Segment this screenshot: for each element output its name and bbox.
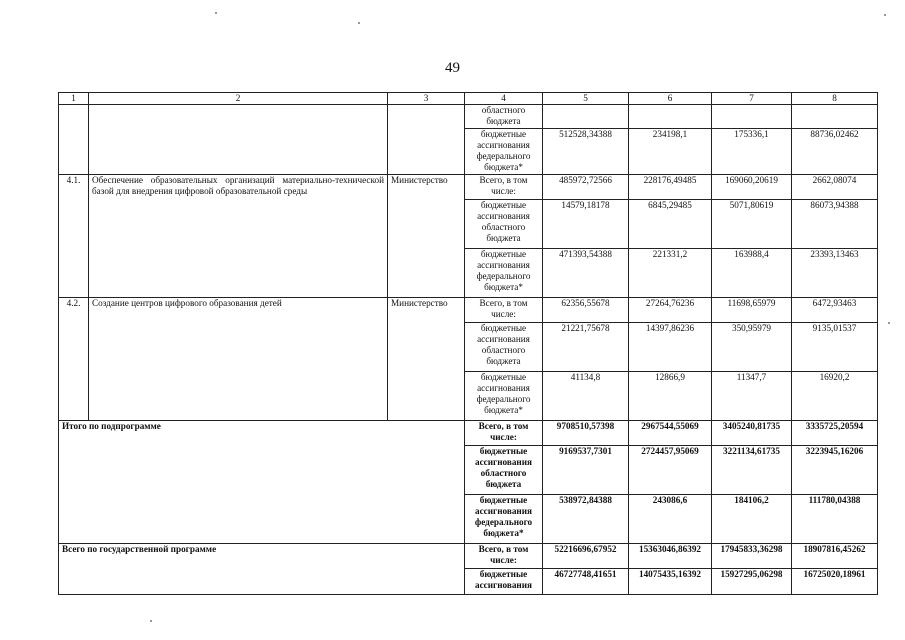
value-cell: 2662,08074	[792, 174, 878, 199]
source-cell: бюджетные ассигнования федерального бюджета*	[465, 371, 543, 420]
value-cell: 234198,1	[629, 128, 712, 174]
value-cell: 9135,01537	[792, 322, 878, 371]
value-cell: 62356,55678	[543, 297, 629, 322]
scan-speck	[884, 14, 886, 16]
value-cell: 18907816,45262	[792, 543, 878, 568]
scan-speck	[358, 22, 360, 24]
executor: Министерство	[388, 174, 465, 297]
header-col-1: 1	[59, 93, 89, 105]
cont-source-cell: областного бюджета	[465, 105, 543, 128]
activity-name: Обеспечение образовательных организаций материально-технической базой для внедрения цифровой образовательной среды	[89, 174, 388, 297]
value-cell: 11698,65979	[712, 297, 792, 322]
value-cell: 228176,49485	[629, 174, 712, 199]
value-cell: 471393,54388	[543, 248, 629, 297]
value-cell: 15927295,06298	[712, 568, 792, 594]
scan-speck	[888, 322, 890, 324]
value-cell: 6845,29485	[629, 199, 712, 248]
value-cell: 184106,2	[712, 494, 792, 543]
row-number: 4.1.	[59, 174, 89, 297]
value-cell: 16725020,18961	[792, 568, 878, 594]
value-cell: 350,95979	[712, 322, 792, 371]
value-cell: 9708510,57398	[543, 420, 629, 445]
cont-num-cell	[59, 105, 89, 174]
source-cell: бюджетные ассигнования областного бюджета	[465, 445, 543, 494]
value-cell: 15363046,86392	[629, 543, 712, 568]
value-cell: 538972,84388	[543, 494, 629, 543]
cont-exec-cell	[388, 105, 465, 174]
source-cell: бюджетные ассигнования областного бюджета	[465, 199, 543, 248]
value-cell: 6472,93463	[792, 297, 878, 322]
value-cell: 2724457,95069	[629, 445, 712, 494]
executor: Министерство	[388, 297, 465, 420]
empty-cell	[712, 105, 792, 128]
value-cell: 3223945,16206	[792, 445, 878, 494]
header-col-3: 3	[388, 93, 465, 105]
value-cell: 14579,18178	[543, 199, 629, 248]
source-cell: Всего, в том числе:	[465, 297, 543, 322]
value-cell: 41134,8	[543, 371, 629, 420]
header-col-5: 5	[543, 93, 629, 105]
source-cell: бюджетные ассигнования	[465, 568, 543, 594]
value-cell: 86073,94388	[792, 199, 878, 248]
source-cell: Всего, в том числе:	[465, 543, 543, 568]
source-cell: бюджетные ассигнования федерального бюджета*	[465, 494, 543, 543]
scan-speck	[215, 12, 217, 14]
header-col-2: 2	[89, 93, 388, 105]
table-row	[59, 105, 878, 128]
table-row	[59, 174, 878, 199]
value-cell: 243086,6	[629, 494, 712, 543]
value-cell: 14397,86236	[629, 322, 712, 371]
header-col-6: 6	[629, 93, 712, 105]
activity-name: Создание центров цифрового образования детей	[89, 297, 388, 420]
value-cell: 3405240,81735	[712, 420, 792, 445]
value-cell: 485972,72566	[543, 174, 629, 199]
table-row	[59, 543, 878, 568]
source-cell: бюджетные ассигнования федерального бюджета*	[465, 128, 543, 174]
empty-cell	[629, 105, 712, 128]
value-cell: 111780,04388	[792, 494, 878, 543]
value-cell: 27264,76236	[629, 297, 712, 322]
budget-table	[58, 92, 878, 595]
header-col-7: 7	[712, 93, 792, 105]
value-cell: 14075435,16392	[629, 568, 712, 594]
source-cell: бюджетные ассигнования федерального бюджета*	[465, 248, 543, 297]
value-cell: 23393,13463	[792, 248, 878, 297]
value-cell: 175336,1	[712, 128, 792, 174]
row-number: 4.2.	[59, 297, 89, 420]
value-cell: 52216696,67952	[543, 543, 629, 568]
source-cell: Всего, в том числе:	[465, 174, 543, 199]
header-row	[59, 93, 878, 105]
source-cell: бюджетные ассигнования областного бюджета	[465, 322, 543, 371]
value-cell: 88736,02462	[792, 128, 878, 174]
header-col-4: 4	[465, 93, 543, 105]
table-row	[59, 297, 878, 322]
empty-cell	[543, 105, 629, 128]
subtotal-label: Итого по подпрограмме	[59, 420, 465, 543]
value-cell: 16920,2	[792, 371, 878, 420]
table-row	[59, 420, 878, 445]
header-col-8: 8	[792, 93, 878, 105]
grand-total-label: Всего по государственной программе	[59, 543, 465, 594]
value-cell: 3221134,61735	[712, 445, 792, 494]
value-cell: 5071,80619	[712, 199, 792, 248]
value-cell: 11347,7	[712, 371, 792, 420]
value-cell: 3335725,20594	[792, 420, 878, 445]
page-number: 49	[445, 60, 460, 76]
value-cell: 46727748,41651	[543, 568, 629, 594]
value-cell: 221331,2	[629, 248, 712, 297]
value-cell: 12866,9	[629, 371, 712, 420]
value-cell: 169060,20619	[712, 174, 792, 199]
source-cell: Всего, в том числе:	[465, 420, 543, 445]
value-cell: 512528,34388	[543, 128, 629, 174]
value-cell: 21221,75678	[543, 322, 629, 371]
value-cell: 163988,4	[712, 248, 792, 297]
empty-cell	[792, 105, 878, 128]
value-cell: 2967544,55069	[629, 420, 712, 445]
value-cell: 17945833,36298	[712, 543, 792, 568]
scan-speck	[150, 620, 152, 622]
cont-name-cell	[89, 105, 388, 174]
value-cell: 9169537,7301	[543, 445, 629, 494]
